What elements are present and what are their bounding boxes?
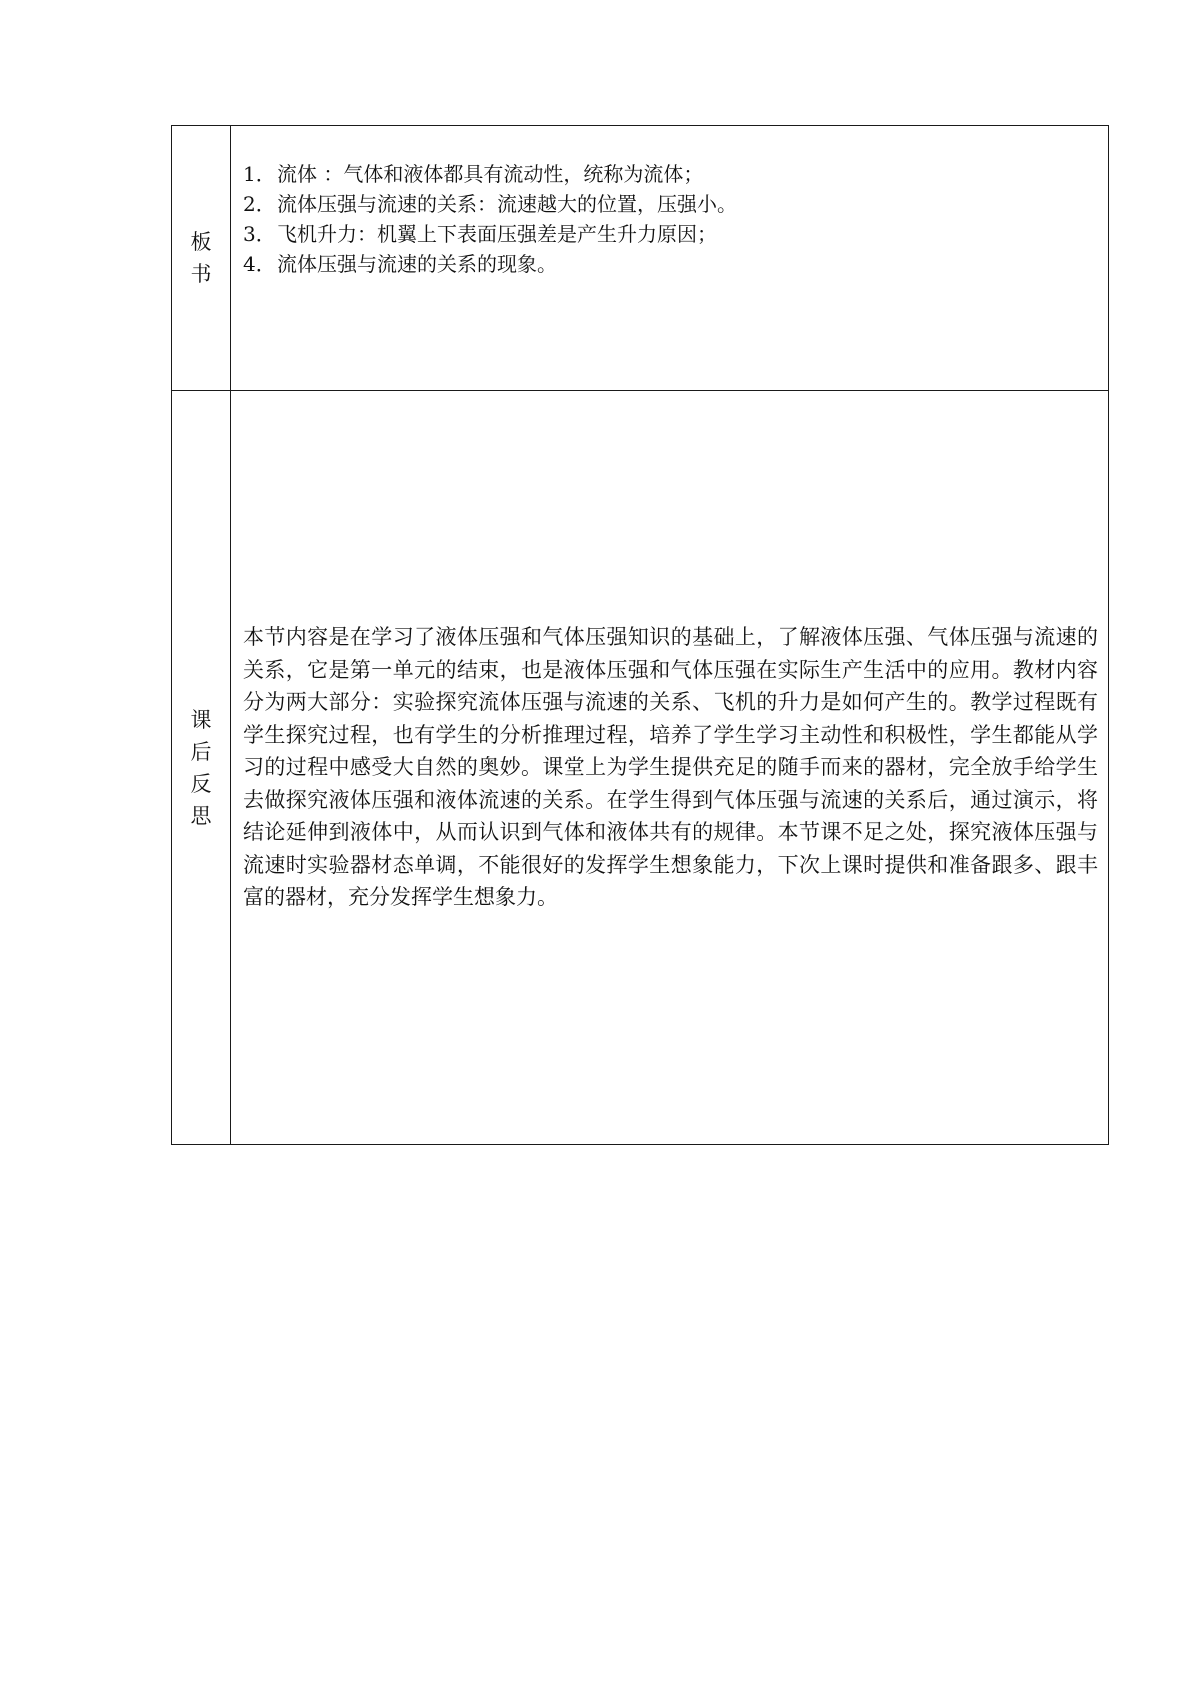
board-item xyxy=(243,249,1098,279)
reflection-paragraph: 本节内容是在学习了液体压强和气体压强知识的基础上，了解液体压强、气体压强与流速的关系，它是第一单元的结束，也是液体压强和气体压强在实际生产生活中的应用。教材内容分为两大部分：实验探究流体压强与流速的关系、飞机的升力是如何产生的。教学过程既有学生探究过程，也有学生的分析推理过程，培养了学生学习主动性和积极性，学生都能从学习的过程中感受大自然的奥妙。课堂上为学生提供充足的随手而来的器材，完全放手给学生去做探究液体压强和液体流速的关系。在学生得到气体压强与流速的关系后，通过演示，将结论延伸到液体中，从而认识到气体和液体共有的规律。本节课不足之处，探究液体压强与流速时实验器材态单调，不能很好的发挥学生想象能力，下次上课时提供和准备跟多、跟丰富的器材，充分发挥学生想象力。 xyxy=(243,625,1098,910)
board-item-number: 4． xyxy=(243,252,276,276)
board-item-number: 2． xyxy=(243,192,276,216)
board-item-text: 飞机升力：机翼上下表面压强差是产生升力原因； xyxy=(277,222,717,246)
board-item-text: 流体压强与流速的关系的现象。 xyxy=(277,252,557,276)
reflection-row xyxy=(172,391,1109,1145)
board-item xyxy=(243,189,1098,219)
board-item-number: 1． xyxy=(243,162,276,186)
reflection-label-char: 课 xyxy=(190,707,212,732)
lesson-plan-table xyxy=(171,125,1109,1145)
board-item-text: 流体压强与流速的关系：流速越大的位置，压强小。 xyxy=(277,192,737,216)
reflection-label-char: 后 xyxy=(190,739,212,764)
board-label-char: 书 xyxy=(190,262,212,286)
reflection-label-char: 反 xyxy=(190,771,212,796)
board-item-text: 流体 ：气体和液体都具有流动性，统称为流体； xyxy=(277,162,704,186)
board-writing-row xyxy=(172,126,1109,391)
board-item xyxy=(243,159,1098,189)
board-label-char: 板 xyxy=(190,230,212,254)
board-item xyxy=(243,219,1098,249)
reflection-label xyxy=(172,391,231,1145)
board-item-number: 3． xyxy=(243,222,276,246)
reflection-content xyxy=(231,391,1109,1145)
board-writing-content xyxy=(231,126,1109,391)
board-writing-label xyxy=(172,126,231,391)
reflection-label-char: 思 xyxy=(190,803,212,828)
